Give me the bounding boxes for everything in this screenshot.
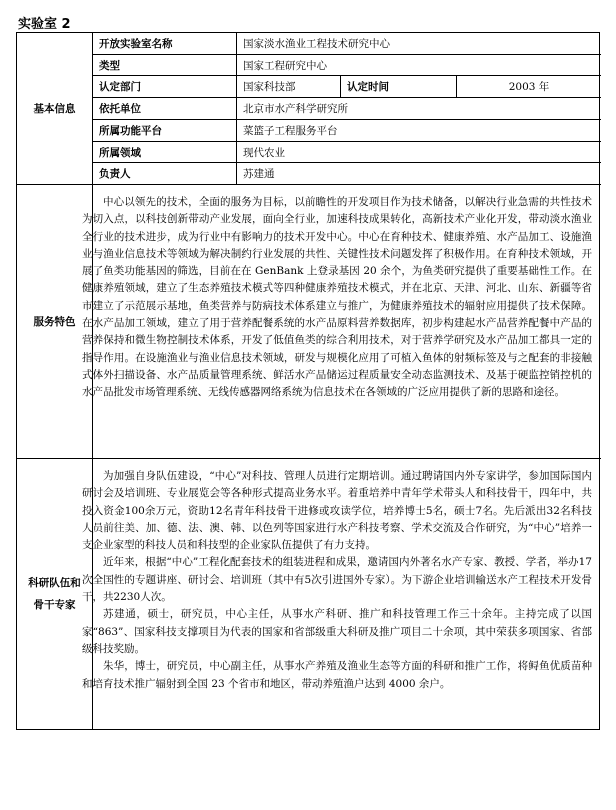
team-paragraph: 为加强自身队伍建设，“中心”对科技、管理人员进行定期培训。通过聘请国内外专家讲学，参加国际国内研讨会及培训班、专业展览会等各种形式提高业务水平。着重培养中青年学术带头人和科技骨干，四年中，共投入资金100余万元，资助12名青年科技骨干进修或攻读学位，培养博士5名，硕士7名。先后派出32名科技人员前往美、加、德、法、澳、韩、以色列等国家进行水产科技考察、学术交流及合作研究，为“中心”培养一支企业家型的科技人员和科技型的企业家队伍提供了有力支持。 xyxy=(82,470,592,552)
field-value-lab-name: 国家淡水渔业工程技术研究中心 xyxy=(237,33,601,55)
service-text xyxy=(82,194,592,402)
team-text xyxy=(82,468,592,693)
field-value-org: 北京市水产科学研究所 xyxy=(237,98,601,120)
section-label-team-line2: 骨干专家 xyxy=(33,599,76,611)
field-label-date: 认定时间 xyxy=(341,76,457,98)
field-value-dept: 国家科技部 xyxy=(237,76,341,98)
field-value-platform: 菜篮子工程服务平台 xyxy=(237,120,601,142)
section-label-basic: 基本信息 xyxy=(17,33,93,185)
field-label-platform: 所属功能平台 xyxy=(93,120,237,142)
field-value-type: 国家工程研究中心 xyxy=(237,55,601,76)
field-label-dept: 认定部门 xyxy=(93,76,237,98)
field-label-org: 依托单位 xyxy=(93,98,237,120)
section-label-team-line1: 科研队伍和 xyxy=(28,577,81,589)
page-title: 实验室 2 xyxy=(18,17,71,32)
team-paragraph: 苏建通，硕士，研究员，中心主任，从事水产科研、推广和科技管理工作三十余年。主持完成了以国家“863”、国家科技支撑项目为代表的国家和省部级重大科研及推广项目二十余项，其中荣获多项国家、省部级科技奖励。 xyxy=(82,608,592,655)
field-label-lab-name: 开放实验室名称 xyxy=(93,33,237,55)
team-paragraph: 近年来，根据“中心”工程化配套技术的组装进程和成果，邀请国内外著名水产专家、教授、学者，举办17次全国性的专题讲座、研讨会、培训班（其中有5次引进国外专家）。为下游企业培训输送水产工程技术开发骨干，共2230人次。 xyxy=(82,556,592,604)
field-value-domain: 现代农业 xyxy=(237,142,601,163)
field-label-type: 类型 xyxy=(93,55,237,76)
field-value-date: 2003 年 xyxy=(457,76,601,98)
team-paragraph: 朱华，博士，研究员，中心副主任，从事水产养殖及渔业生态等方面的科研和推广工作，将鲟鱼优质苗种和培育技术推广辐射到全国 23 个省市和地区，带动养殖渔户达到 4000 余户。 xyxy=(82,660,592,690)
section-label-service: 服务特色 xyxy=(17,185,93,459)
field-value-owner: 苏建通 xyxy=(237,163,601,185)
service-paragraph: 中心以领先的技术，全面的服务为目标，以前瞻性的开发项目作为技术储备，以解决行业急需的共性技术为切入点，以科技创新带动产业发展，面向全行业，加速科技成果转化，高新技术产业化开发，带动淡水渔业全行业的技术进步，成为行业中有影响力的技术开发中心。中心在育种技术、健康养殖、水产品加工、设施渔业与渔业信息技术等领域为解决制约行业发展的共性、关键性技术问题发挥了积极作用。在育种技术领域，开展了鱼类功能基因的筛选，目前在在 GenBank 上登录基因 20 余个，为鱼类研究提供了重要基础性工作。在健康养殖领域，建立了生态养殖技术模式等四种健康养殖技术模式，并在北京、天津、河北、山东、新疆等省市建立了示范展示基地，鱼类营养与防病技术体系建立与推广，为健康养殖技术的辐射应用提供了技术保障。在水产品加工领域，建立了用于营养配餐系统的水产品原料营养数据库，初步构建起水产品营养配餐中产品的营养保持和微生物控制技术体系，开发了低值鱼类的综合利用技术，对于营养学研究及水产品加工都具一定的指导作用。在设施渔业与渔业信息技术领域，研发与规模化应用了可植入鱼体的射频标签及与之配套的非接触式体外扫描设备、水产品质量管理系统、鲜活水产品储运过程质量安全动态监测技术、及基于硬监控销控机的水产品批发市场管理系统、无线传感器网络系统为信息技术在各领域的广泛应用提供了新的思路和途径。 xyxy=(82,196,592,399)
field-label-domain: 所属领域 xyxy=(93,142,237,163)
field-label-owner: 负责人 xyxy=(93,163,237,185)
